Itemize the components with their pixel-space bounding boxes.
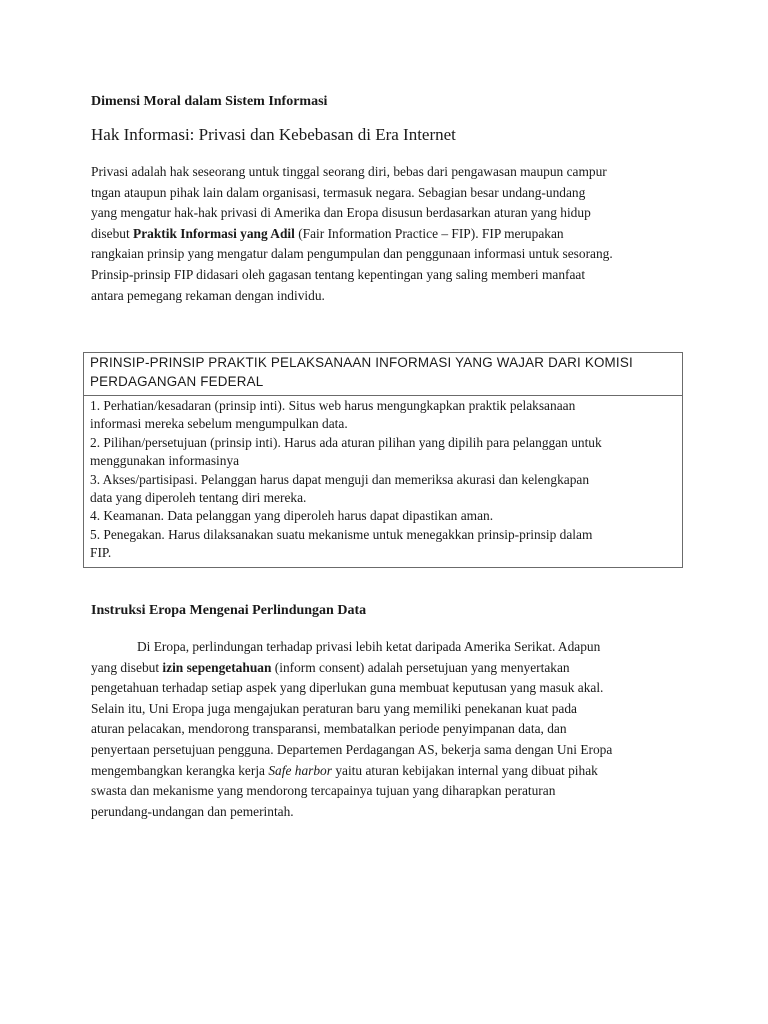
principle-line: menggunakan informasinya — [90, 453, 240, 469]
paragraph-line: Prinsip-prinsip FIP didasari oleh gagasan tentang kepentingan yang saling memberi manfaat — [91, 266, 586, 282]
header-line: PERDAGANGAN FEDERAL — [90, 373, 264, 389]
section-title: Hak Informasi: Privasi dan Kebebasan di Era Internet — [91, 125, 456, 144]
paragraph-line — [91, 224, 691, 245]
document-title: Dimensi Moral dalam Sistem Informasi — [91, 94, 328, 109]
principle-line: FIP. — [90, 545, 112, 561]
fip-table-body — [84, 396, 682, 563]
principle-line: 2. Pilihan/persetujuan (prinsip inti). Harus ada aturan pilihan yang dipilih para pelanggan untuk — [90, 434, 602, 450]
subsection-title: Instruksi Eropa Mengenai Perlindungan Data — [91, 603, 367, 618]
paragraph-line: Privasi adalah hak seseorang untuk tinggal seorang diri, bebas dari pengawasan maupun campur — [91, 164, 607, 179]
paragraph-line — [91, 761, 691, 782]
paragraph-text: yaitu aturan kebijakan internal yang dibuat pihak — [331, 762, 598, 778]
paragraph-text: (Fair Information Practice – FIP). FIP merupakan — [294, 225, 564, 241]
paragraph-line: perundang-undangan dan pemerintah. — [91, 803, 294, 819]
header-line: PRINSIP-PRINSIP PRAKTIK PELAKSANAAN INFORMASI YANG WAJAR DARI KOMISI — [90, 355, 633, 370]
eu-data-protection-paragraph — [91, 637, 691, 822]
principle-line: 1. Perhatian/kesadaran (prinsip inti). Situs web harus mengungkapkan praktik pelaksanaan — [90, 398, 576, 413]
paragraph-line: tngan ataupun pihak lain dalam organisasi, termasuk negara. Sebagian besar undang-undang — [91, 184, 586, 200]
paragraph-line: aturan pelacakan, mendorong transparansi, membatalkan periode penyimpanan data, dan — [91, 721, 567, 737]
paragraph-line: antara pemegang rekaman dengan individu. — [91, 287, 325, 303]
paragraph-line: pengetahuan terhadap setiap aspek yang diperlukan guna membuat keputusan yang masuk akal. — [91, 680, 604, 696]
paragraph-line: Di Eropa, perlindungan terhadap privasi lebih ketat daripada Amerika Serikat. Adapun — [137, 639, 601, 654]
fip-principles-table — [83, 352, 683, 568]
paragraph-line: rangkaian prinsip yang mengatur dalam pengumpulan dan penggunaan informasi untuk sesorang. — [91, 246, 613, 262]
paragraph-line: penyertaan persetujuan pengguna. Departemen Perdagangan AS, bekerja sama dengan Uni Eropa — [91, 741, 613, 757]
principle-line: 4. Keamanan. Data pelanggan yang diperoleh harus dapat dipastikan aman. — [90, 508, 494, 524]
italic-term: Safe harbor — [268, 762, 332, 778]
paragraph-line — [91, 658, 691, 679]
paragraph-line: Selain itu, Uni Eropa juga mengajukan peraturan baru yang memiliki penekanan kuat pada — [91, 700, 577, 716]
principle-line: 3. Akses/partisipasi. Pelanggan harus dapat menguji dan memeriksa akurasi dan kelengkapan — [90, 471, 590, 487]
paragraph-text: (inform consent) adalah persetujuan yang menyertakan — [271, 659, 570, 675]
paragraph-text: yang disebut — [91, 659, 163, 675]
fip-table-header — [84, 353, 682, 396]
bold-term: izin sepengetahuan — [162, 659, 272, 675]
paragraph-line: swasta dan mekanisme yang mendorong tercapainya tujuan yang diharapkan peraturan — [91, 783, 556, 799]
paragraph-text: mengembangkan kerangka kerja — [91, 762, 269, 778]
bold-term: Praktik Informasi yang Adil — [133, 225, 295, 241]
principle-line: data yang diperoleh tentang diri mereka. — [90, 490, 307, 506]
principle-line: 5. Penegakan. Harus dilaksanakan suatu mekanisme untuk menegakkan prinsip-prinsip dalam — [90, 526, 593, 542]
principle-line: informasi mereka sebelum mengumpulkan data. — [90, 416, 348, 432]
paragraph-line: yang mengatur hak-hak privasi di Amerika dan Eropa disusun berdasarkan aturan yang hidup — [91, 205, 591, 221]
privacy-paragraph — [91, 162, 691, 306]
paragraph-text: disebut — [91, 225, 134, 241]
